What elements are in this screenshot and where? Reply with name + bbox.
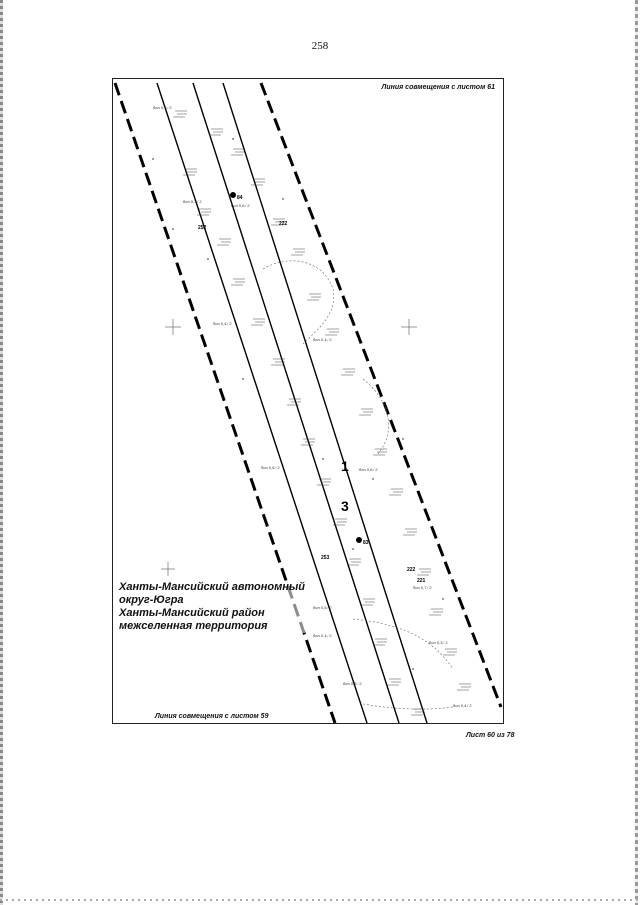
page-number: 258 xyxy=(311,40,329,52)
svg-text:бол 0,7 ⁄ 2: бол 0,7 ⁄ 2 xyxy=(413,585,432,590)
sheet-counter: Лист 60 из 78 xyxy=(466,732,515,739)
map-frame xyxy=(112,78,504,724)
registration-cross-bottom xyxy=(161,562,175,576)
contour-line-4 xyxy=(363,704,453,709)
svg-text:бол 0,4 ⁄ 2: бол 0,4 ⁄ 2 xyxy=(453,703,472,708)
zone-label-1: 1 xyxy=(341,458,349,474)
top-join-caption: Линия совмещения с листом 61 xyxy=(381,84,495,91)
scan-edge-bottom xyxy=(0,899,640,901)
registration-cross-left xyxy=(165,319,181,335)
survey-point-83 xyxy=(356,537,362,543)
region-label-line-3: Ханты-Мансийский район xyxy=(119,607,265,619)
svg-text:бол 0,6 ⁄ 2: бол 0,6 ⁄ 2 xyxy=(359,467,378,472)
registration-cross-right xyxy=(401,319,417,335)
scan-edge-right xyxy=(635,0,638,905)
zone-label-3: 3 xyxy=(341,498,349,514)
svg-text:бол 0,5 ⁄ 2: бол 0,5 ⁄ 2 xyxy=(343,681,362,686)
survey-point-84 xyxy=(230,192,236,198)
line-label-lower-right-2: 221 xyxy=(417,578,426,584)
svg-text:бол 0,5 ⁄ 2: бол 0,5 ⁄ 2 xyxy=(313,605,332,610)
bottom-join-caption: Линия совмещения с листом 59 xyxy=(155,713,269,720)
line-label-lower-right: 222 xyxy=(407,567,416,573)
svg-text:бол 0,4 ⁄ 2: бол 0,4 ⁄ 2 xyxy=(313,633,332,638)
svg-text:бол 0,4 ⁄ 2: бол 0,4 ⁄ 2 xyxy=(313,337,332,342)
line-label-upper-left: 252 xyxy=(198,225,207,231)
line-label-lower-left: 253 xyxy=(321,555,330,561)
region-label xyxy=(119,581,305,633)
svg-text:бол 0,5 ⁄ 2: бол 0,5 ⁄ 2 xyxy=(153,105,172,110)
svg-text:бол 0,3 ⁄ 2: бол 0,3 ⁄ 2 xyxy=(183,199,202,204)
svg-text:бол 0,3 ⁄ 2: бол 0,3 ⁄ 2 xyxy=(429,640,448,645)
region-label-line-1: Ханты-Мансийский автономный xyxy=(119,581,305,593)
line-label-upper-right: 222 xyxy=(279,221,288,227)
svg-text:бол 0,6 ⁄ 2: бол 0,6 ⁄ 2 xyxy=(261,465,280,470)
contour-line-2 xyxy=(363,379,389,454)
region-label-line-4: межселенная территория xyxy=(119,620,268,632)
svg-text:бол 0,4 ⁄ 2: бол 0,4 ⁄ 2 xyxy=(213,321,232,326)
survey-point-83-label: 83 xyxy=(363,540,369,546)
svg-text:бол 0,6 ⁄ 2: бол 0,6 ⁄ 2 xyxy=(231,203,250,208)
region-label-line-2: округ-Югра xyxy=(119,594,184,606)
scan-edge-left xyxy=(0,0,3,905)
survey-point-84-label: 84 xyxy=(237,195,243,201)
